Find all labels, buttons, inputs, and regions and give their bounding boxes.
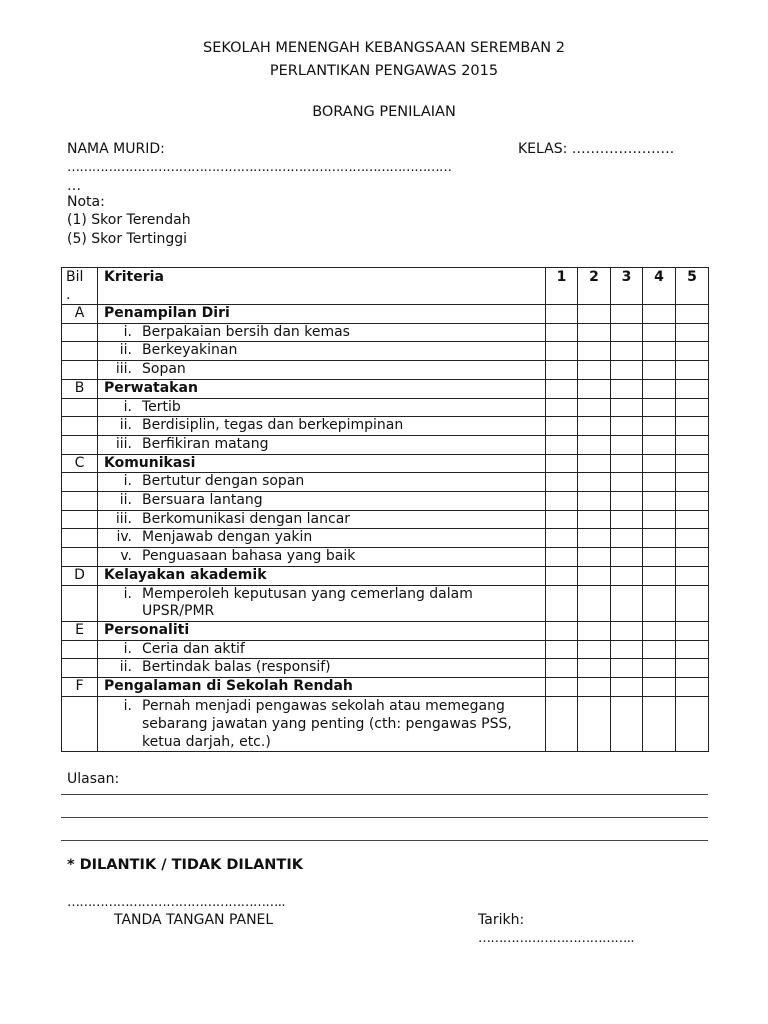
- score-cell-5[interactable]: [676, 548, 709, 567]
- score-cell-5[interactable]: [676, 454, 709, 473]
- score-cell-3[interactable]: [611, 621, 643, 640]
- score-cell-3[interactable]: [611, 566, 643, 585]
- criteria-cell: [98, 510, 546, 529]
- score-cell-1[interactable]: [546, 454, 578, 473]
- score-cell-2[interactable]: [578, 492, 611, 511]
- score-cell-1[interactable]: [546, 678, 578, 697]
- criteria-cell: [98, 529, 546, 548]
- score-cell-4[interactable]: [643, 548, 676, 567]
- score-cell-4[interactable]: [643, 379, 676, 398]
- score-cell-1[interactable]: [546, 492, 578, 511]
- criteria-cell: [98, 585, 546, 621]
- criteria-cell: [98, 417, 546, 436]
- criteria-row: [62, 510, 709, 529]
- score-cell-3[interactable]: [611, 379, 643, 398]
- score-cell-3[interactable]: [611, 659, 643, 678]
- bil-cell: [62, 696, 98, 751]
- score-cell-3[interactable]: [611, 529, 643, 548]
- score-cell-2[interactable]: [578, 435, 611, 454]
- score-cell-2[interactable]: [578, 305, 611, 324]
- score-cell-3[interactable]: [611, 548, 643, 567]
- score-cell-4[interactable]: [643, 473, 676, 492]
- score-cell-4[interactable]: [643, 454, 676, 473]
- score-cell-5[interactable]: [676, 640, 709, 659]
- score-cell-3[interactable]: [611, 361, 643, 380]
- score-cell-4[interactable]: [643, 492, 676, 511]
- item-number: i.: [123, 585, 132, 602]
- section-title: Perwatakan: [98, 379, 546, 398]
- ulasan-line-2[interactable]: [61, 817, 708, 818]
- criteria-cell: [98, 473, 546, 492]
- item-text: Sopan: [142, 361, 186, 378]
- score-cell-1[interactable]: [546, 585, 578, 621]
- header-score-1: 1: [546, 268, 578, 305]
- item-text: Berpakaian bersih dan kemas: [142, 323, 350, 340]
- item-number: i.: [123, 697, 132, 714]
- bil-cell: [62, 342, 98, 361]
- score-cell-1[interactable]: [546, 435, 578, 454]
- criteria-cell: [98, 435, 546, 454]
- item-number: iii.: [115, 361, 132, 378]
- event-title: PERLANTIKAN PENGAWAS 2015: [269, 63, 499, 79]
- section-row: [62, 379, 709, 398]
- criteria-row: [62, 435, 709, 454]
- score-cell-3[interactable]: [611, 342, 643, 361]
- item-text: Memperoleh keputusan yang cemerlang dalam UPSR/PMR: [142, 585, 473, 620]
- item-text: Berfikiran matang: [142, 435, 269, 452]
- criteria-cell: [98, 640, 546, 659]
- bil-cell: [62, 473, 98, 492]
- score-cell-3[interactable]: [611, 585, 643, 621]
- criteria-row: [62, 585, 709, 621]
- item-number: iv.: [116, 529, 132, 546]
- criteria-row: [62, 529, 709, 548]
- item-text: Berkeyakinan: [142, 342, 238, 359]
- score-cell-5[interactable]: [676, 621, 709, 640]
- nota-highest: (5) Skor Tertinggi: [67, 231, 188, 247]
- score-cell-3[interactable]: [611, 678, 643, 697]
- bil-cell: [62, 510, 98, 529]
- form-title: BORANG PENILAIAN: [312, 104, 456, 120]
- header-score-4: 4: [643, 268, 676, 305]
- section-code: E: [62, 621, 98, 640]
- criteria-row: [62, 417, 709, 436]
- score-cell-3[interactable]: [611, 492, 643, 511]
- score-cell-3[interactable]: [611, 640, 643, 659]
- score-cell-5[interactable]: [676, 492, 709, 511]
- criteria-row: [62, 473, 709, 492]
- criteria-row: [62, 548, 709, 567]
- score-cell-2[interactable]: [578, 529, 611, 548]
- score-cell-1[interactable]: [546, 548, 578, 567]
- criteria-cell: [98, 548, 546, 567]
- score-cell-2[interactable]: [578, 398, 611, 417]
- item-number: ii.: [119, 417, 132, 434]
- score-cell-1[interactable]: [546, 417, 578, 436]
- score-cell-4[interactable]: [643, 398, 676, 417]
- score-cell-1[interactable]: [546, 398, 578, 417]
- score-cell-5[interactable]: [676, 585, 709, 621]
- student-name-label: NAMA MURID:: [67, 141, 165, 157]
- item-text: Berdisiplin, tegas dan berkepimpinan: [142, 417, 404, 434]
- score-cell-1[interactable]: [546, 621, 578, 640]
- student-name-field-cont: …: [67, 178, 81, 194]
- ulasan-line-3[interactable]: [61, 840, 708, 841]
- criteria-row: [62, 342, 709, 361]
- score-cell-2[interactable]: [578, 417, 611, 436]
- bil-cell: [62, 529, 98, 548]
- section-code: F: [62, 678, 98, 697]
- bil-cell: [62, 361, 98, 380]
- header-bil: Bil .: [62, 268, 98, 305]
- item-number: i.: [123, 473, 132, 490]
- section-title: Kelayakan akademik: [98, 566, 546, 585]
- score-cell-5[interactable]: [676, 361, 709, 380]
- signature-field[interactable]: ……………………………………………..: [67, 895, 285, 910]
- score-cell-1[interactable]: [546, 342, 578, 361]
- nota-lowest: (1) Skor Terendah: [67, 212, 191, 228]
- score-cell-2[interactable]: [578, 454, 611, 473]
- score-cell-2[interactable]: [578, 361, 611, 380]
- bil-cell: [62, 435, 98, 454]
- section-code: A: [62, 305, 98, 324]
- bil-cell: [62, 398, 98, 417]
- criteria-cell: [98, 342, 546, 361]
- item-text: Bertindak balas (responsif): [142, 659, 331, 676]
- item-number: iii.: [115, 510, 132, 527]
- section-code: C: [62, 454, 98, 473]
- score-cell-4[interactable]: [643, 323, 676, 342]
- score-cell-1[interactable]: [546, 529, 578, 548]
- header-score-2: 2: [578, 268, 611, 305]
- score-cell-3[interactable]: [611, 417, 643, 436]
- score-cell-4[interactable]: [643, 510, 676, 529]
- criteria-row: [62, 696, 709, 751]
- score-cell-4[interactable]: [643, 435, 676, 454]
- score-cell-3[interactable]: [611, 510, 643, 529]
- score-cell-2[interactable]: [578, 566, 611, 585]
- criteria-row: [62, 361, 709, 380]
- score-cell-3[interactable]: [611, 305, 643, 324]
- item-number: ii.: [119, 659, 132, 676]
- section-code: D: [62, 566, 98, 585]
- score-cell-2[interactable]: [578, 640, 611, 659]
- bil-cell: [62, 585, 98, 621]
- section-row: [62, 566, 709, 585]
- section-row: [62, 621, 709, 640]
- score-cell-5[interactable]: [676, 696, 709, 751]
- criteria-cell: [98, 659, 546, 678]
- criteria-row: [62, 398, 709, 417]
- item-text: Ceria dan aktif: [142, 640, 245, 657]
- score-cell-4[interactable]: [643, 696, 676, 751]
- score-cell-3[interactable]: [611, 696, 643, 751]
- score-cell-2[interactable]: [578, 621, 611, 640]
- score-cell-5[interactable]: [676, 659, 709, 678]
- score-cell-5[interactable]: [676, 473, 709, 492]
- signature-label: TANDA TANGAN PANEL: [114, 912, 274, 928]
- nota-label: Nota:: [67, 194, 105, 210]
- criteria-cell: [98, 696, 546, 751]
- section-row: [62, 305, 709, 324]
- score-cell-2[interactable]: [578, 379, 611, 398]
- score-cell-1[interactable]: [546, 659, 578, 678]
- score-cell-2[interactable]: [578, 585, 611, 621]
- score-cell-4[interactable]: [643, 585, 676, 621]
- header-score-5: 5: [676, 268, 709, 305]
- score-cell-4[interactable]: [643, 529, 676, 548]
- score-cell-1[interactable]: [546, 305, 578, 324]
- section-title: Penampilan Diri: [98, 305, 546, 324]
- score-cell-3[interactable]: [611, 454, 643, 473]
- score-cell-1[interactable]: [546, 361, 578, 380]
- item-number: ii.: [119, 342, 132, 359]
- item-text: Berkomunikasi dengan lancar: [142, 510, 351, 527]
- criteria-cell: [98, 323, 546, 342]
- item-text: Pernah menjadi pengawas sekolah atau memegang sebarang jawatan yang penting (cth: pengawas PSS, ketua darjah, etc.): [142, 697, 512, 750]
- criteria-row: [62, 659, 709, 678]
- score-cell-1[interactable]: [546, 566, 578, 585]
- section-row: [62, 454, 709, 473]
- bil-cell: [62, 323, 98, 342]
- score-cell-2[interactable]: [578, 659, 611, 678]
- score-cell-2[interactable]: [578, 342, 611, 361]
- bil-cell: [62, 640, 98, 659]
- score-cell-5[interactable]: [676, 323, 709, 342]
- score-cell-4[interactable]: [643, 342, 676, 361]
- score-cell-1[interactable]: [546, 510, 578, 529]
- item-text: Bertutur dengan sopan: [142, 473, 305, 490]
- criteria-cell: [98, 361, 546, 380]
- score-cell-4[interactable]: [643, 305, 676, 324]
- item-number: ii.: [119, 492, 132, 509]
- score-cell-1[interactable]: [546, 323, 578, 342]
- header-score-3: 3: [611, 268, 643, 305]
- school-name: SEKOLAH MENENGAH KEBANGSAAN SEREMBAN 2: [203, 40, 565, 56]
- section-title: Komunikasi: [98, 454, 546, 473]
- score-cell-1[interactable]: [546, 379, 578, 398]
- score-cell-2[interactable]: [578, 510, 611, 529]
- score-cell-3[interactable]: [611, 473, 643, 492]
- criteria-row: [62, 323, 709, 342]
- score-cell-5[interactable]: [676, 379, 709, 398]
- header-kriteria: Kriteria: [98, 268, 546, 305]
- item-number: i.: [123, 398, 132, 415]
- table-header-row: [62, 268, 709, 305]
- score-cell-2[interactable]: [578, 323, 611, 342]
- score-cell-1[interactable]: [546, 473, 578, 492]
- score-cell-4[interactable]: [643, 678, 676, 697]
- score-cell-3[interactable]: [611, 435, 643, 454]
- score-cell-4[interactable]: [643, 417, 676, 436]
- section-row: [62, 678, 709, 697]
- criteria-cell: [98, 492, 546, 511]
- bil-cell: [62, 492, 98, 511]
- score-cell-1[interactable]: [546, 640, 578, 659]
- score-cell-5[interactable]: [676, 435, 709, 454]
- criteria-cell: [98, 398, 546, 417]
- score-cell-4[interactable]: [643, 621, 676, 640]
- section-code: B: [62, 379, 98, 398]
- bil-cell: [62, 548, 98, 567]
- score-cell-4[interactable]: [643, 640, 676, 659]
- date-label: Tarikh:: [478, 912, 525, 928]
- score-cell-4[interactable]: [643, 659, 676, 678]
- section-title: Pengalaman di Sekolah Rendah: [98, 678, 546, 697]
- score-cell-5[interactable]: [676, 398, 709, 417]
- score-cell-2[interactable]: [578, 548, 611, 567]
- score-cell-5[interactable]: [676, 510, 709, 529]
- item-text: Penguasaan bahasa yang baik: [142, 548, 356, 565]
- criteria-row: [62, 640, 709, 659]
- ulasan-label: Ulasan:: [67, 771, 120, 787]
- score-cell-1[interactable]: [546, 696, 578, 751]
- score-cell-4[interactable]: [643, 361, 676, 380]
- item-number: i.: [123, 323, 132, 340]
- item-text: Tertib: [142, 398, 181, 415]
- criteria-row: [62, 492, 709, 511]
- score-cell-5[interactable]: [676, 566, 709, 585]
- bil-cell: [62, 659, 98, 678]
- score-cell-3[interactable]: [611, 323, 643, 342]
- section-title: Personaliti: [98, 621, 546, 640]
- item-text: Bersuara lantang: [142, 492, 263, 509]
- item-number: i.: [123, 640, 132, 657]
- score-cell-5[interactable]: [676, 678, 709, 697]
- score-cell-4[interactable]: [643, 566, 676, 585]
- student-name-field[interactable]: …………………………………………………………………………………: [67, 160, 452, 175]
- score-cell-5[interactable]: [676, 342, 709, 361]
- score-cell-5[interactable]: [676, 417, 709, 436]
- item-text: Menjawab dengan yakin: [142, 529, 313, 546]
- score-cell-2[interactable]: [578, 696, 611, 751]
- decision-text[interactable]: * DILANTIK / TIDAK DILANTIK: [67, 857, 303, 873]
- score-cell-5[interactable]: [676, 529, 709, 548]
- ulasan-line-1[interactable]: [61, 794, 708, 795]
- score-cell-3[interactable]: [611, 398, 643, 417]
- class-field[interactable]: KELAS: ………………….: [518, 141, 675, 157]
- score-cell-5[interactable]: [676, 305, 709, 324]
- score-cell-2[interactable]: [578, 473, 611, 492]
- item-number: v.: [120, 548, 132, 565]
- score-cell-2[interactable]: [578, 678, 611, 697]
- item-number: iii.: [115, 435, 132, 452]
- bil-cell: [62, 417, 98, 436]
- assessment-table: [61, 267, 709, 752]
- date-field[interactable]: ………………………………..: [478, 931, 634, 946]
